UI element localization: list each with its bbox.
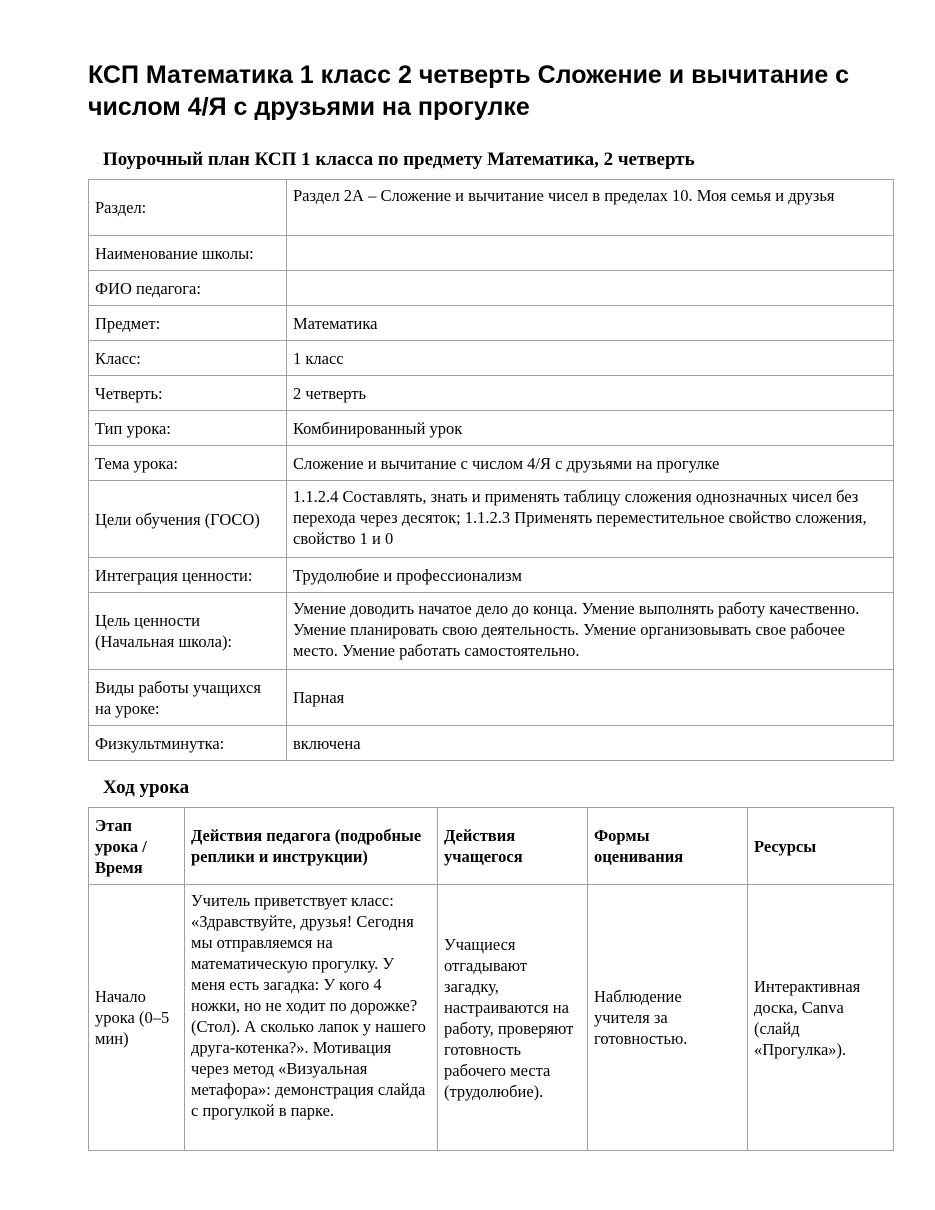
info-value: 1.1.2.4 Составлять, знать и применять таблицу сложения однозначных чисел без перехода через десяток; 1.1.2.3 Применять переместительное свойство сложения, свойство 1 и 0 xyxy=(287,481,894,558)
info-value: Сложение и вычитание с числом 4/Я с друзьями на прогулке xyxy=(287,446,894,481)
info-row xyxy=(89,236,894,271)
lesson-cell: Учащиеся отгадывают загадку, настраиваются на работу, проверяют готовность рабочего места (трудолюбие). xyxy=(438,885,588,1151)
lesson-table-header-row xyxy=(89,808,894,885)
info-key: Цель ценности (Начальная школа): xyxy=(89,593,287,670)
lesson-column-header: Этап урока / Время xyxy=(89,808,185,885)
lesson-cell: Учитель приветствует класс: «Здравствуйте, друзья! Сегодня мы отправляемся на математическую прогулку. У меня есть загадка: У кого 4 ножки, но не ходит по дорожке? (Стол). А сколько лапок у нашего друга-котенка?». Мотивация через метод «Визуальная метафора»: демонстрация слайда с прогулкой в парке. xyxy=(185,885,438,1151)
info-key: Тип урока: xyxy=(89,411,287,446)
info-key: Класс: xyxy=(89,341,287,376)
info-value: Умение доводить начатое дело до конца. Умение выполнять работу качественно. Умение планировать свою деятельность. Умение организовывать свое рабочее место. Умение работать самостоятельно. xyxy=(287,593,894,670)
info-key: Наименование школы: xyxy=(89,236,287,271)
lesson-column-header: Действия педагога (подробные реплики и инструкции) xyxy=(185,808,438,885)
info-key: Предмет: xyxy=(89,306,287,341)
info-key: Физкультминутка: xyxy=(89,726,287,761)
info-row xyxy=(89,306,894,341)
info-row xyxy=(89,446,894,481)
info-row xyxy=(89,376,894,411)
info-row xyxy=(89,411,894,446)
info-row xyxy=(89,271,894,306)
info-key: Четверть: xyxy=(89,376,287,411)
info-row xyxy=(89,670,894,726)
lesson-column-header: Действия учащегося xyxy=(438,808,588,885)
lesson-cell: Начало урока (0–5 мин) xyxy=(89,885,185,1151)
lesson-column-header: Ресурсы xyxy=(748,808,894,885)
info-key: ФИО педагога: xyxy=(89,271,287,306)
info-row xyxy=(89,726,894,761)
lesson-cell: Интерактивная доска, Canva (слайд «Прогулка»). xyxy=(748,885,894,1151)
info-value: Парная xyxy=(287,670,894,726)
info-key: Цели обучения (ГОСО) xyxy=(89,481,287,558)
lesson-flow-heading: Ход урока xyxy=(103,777,190,798)
info-value: включена xyxy=(287,726,894,761)
info-key: Раздел: xyxy=(89,180,287,236)
info-key: Виды работы учащихся на уроке: xyxy=(89,670,287,726)
lesson-row xyxy=(89,885,894,1151)
info-value: 2 четверть xyxy=(287,376,894,411)
info-key: Интеграция ценности: xyxy=(89,558,287,593)
info-row xyxy=(89,341,894,376)
info-value: Раздел 2А – Сложение и вычитание чисел в пределах 10. Моя семья и друзья xyxy=(287,180,894,236)
info-value: 1 класс xyxy=(287,341,894,376)
info-key: Тема урока: xyxy=(89,446,287,481)
lesson-flow-table xyxy=(88,807,894,1151)
lesson-info-table xyxy=(88,179,894,761)
info-row xyxy=(89,593,894,670)
info-row xyxy=(89,558,894,593)
info-value xyxy=(287,236,894,271)
info-value: Трудолюбие и профессионализм xyxy=(287,558,894,593)
info-row xyxy=(89,180,894,236)
info-value xyxy=(287,271,894,306)
lesson-column-header: Формы оценивания xyxy=(588,808,748,885)
document-title: КСП Математика 1 класс 2 четверть Сложение и вычитание с числом 4/Я с друзьями на прогулке xyxy=(88,61,850,121)
plan-heading: Поурочный план КСП 1 класса по предмету Математика, 2 четверть xyxy=(103,149,695,170)
info-value: Математика xyxy=(287,306,894,341)
info-value: Комбинированный урок xyxy=(287,411,894,446)
lesson-cell: Наблюдение учителя за готовностью. xyxy=(588,885,748,1151)
info-row xyxy=(89,481,894,558)
